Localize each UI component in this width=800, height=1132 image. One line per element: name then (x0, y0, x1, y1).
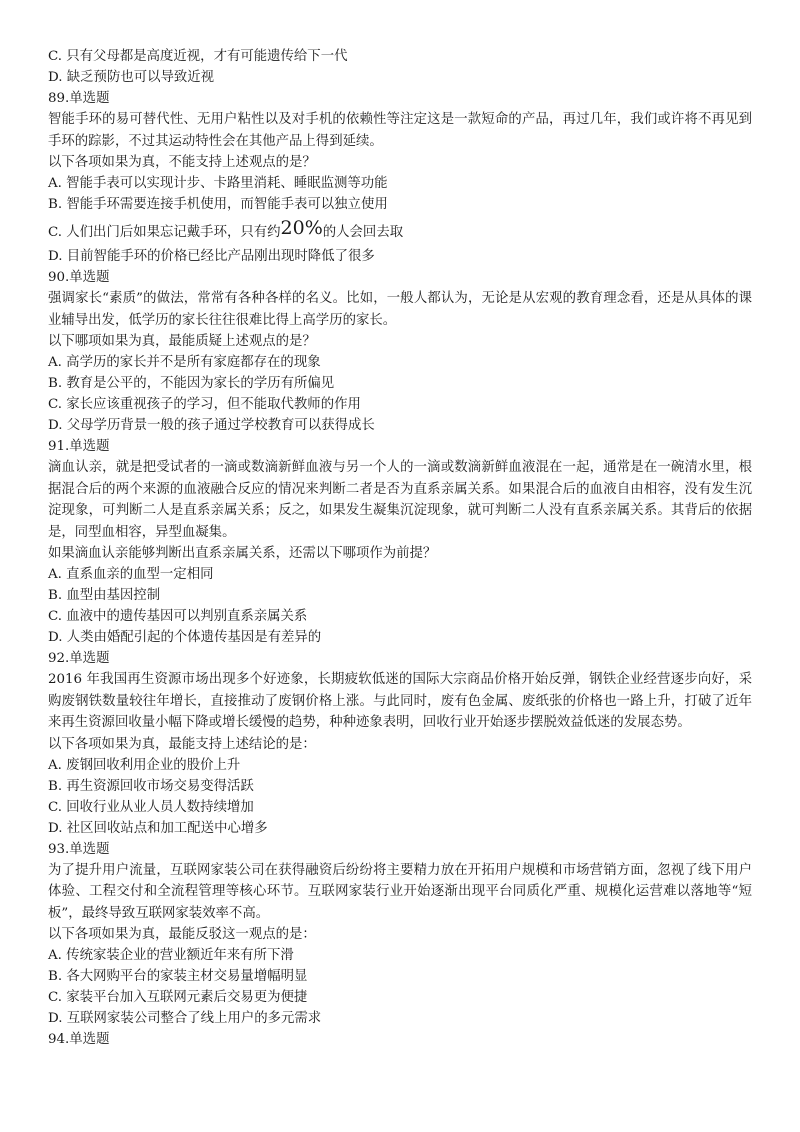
option-b: B. 各大网购平台的家装主材交易量增幅明显 (48, 969, 308, 984)
question-94 (48, 1029, 752, 1050)
question-number: 94. (48, 1032, 70, 1047)
question-number: 93. (48, 841, 70, 857)
question-number: 89. (48, 91, 70, 106)
option-d: D. 社区回收站点和加工配送中心增多 (48, 820, 268, 836)
question-90 (48, 267, 752, 436)
option-c (48, 215, 752, 246)
option-a: A. 传统家装企业的营业额近年来有所下滑 (48, 948, 294, 963)
option-d: D. 目前智能手环的价格已经比产品刚出现时降低了很多 (48, 249, 375, 264)
question-header (48, 648, 752, 669)
option-b: B. 血型由基因控制 (48, 588, 161, 603)
question-header (48, 267, 752, 288)
question-stem: 智能手环的易可替代性、无用户粘性以及对手机的依赖性等注定这是一款短命的产品，再过几年，我们或许将不再见到手环的踪影，不过其运动特性会在其他产品上得到延续。 (48, 112, 752, 149)
option-d: D. 互联网家装公司整合了线上用户的多元需求 (48, 1011, 322, 1026)
option-b: B. 智能手环需要连接手机使用，而智能手表可以独立使用 (48, 197, 388, 212)
option-a: A. 高学历的家长并不是所有家庭都存在的现象 (48, 355, 321, 370)
question-89 (48, 88, 752, 267)
option-c-text-before: C. 人们出门后如果忘记戴手环，只有约 (48, 225, 281, 240)
option-d: D. 父母学历背景一般的孩子通过学校教育可以获得成长 (48, 418, 375, 433)
option-c: C. 回收行业从业人员人数持续增加 (48, 799, 254, 815)
question-91 (48, 436, 752, 648)
question-prompt: 如果滴血认亲能够判断出直系亲属关系，还需以下哪项作为前提？ (48, 546, 437, 561)
question-type: 单选题 (69, 439, 110, 454)
option-c-percent: 20% (280, 217, 323, 239)
question-93 (48, 839, 752, 1030)
question-type: 单选题 (69, 91, 110, 106)
question-type: 单选题 (69, 270, 110, 285)
question-stem: 滴血认亲，就是把受试者的一滴或数滴新鲜血液与另一个人的一滴或数滴新鲜血液混在一起，通常是在一碗清水里，根据混合后的两个来源的血液融合反应的情况来判断二者是否为直系亲属关系。如果混合后的血液自由相容，没有发生沉淀现象，可判断二人是直系亲属关系；反之，如果发生凝集沉淀现象，就可判断二人没有直系亲属关系。其背后的依据是，同型血相容，异型血凝集。 (48, 460, 752, 540)
option-a: A. 废钢回收利用企业的股价上升 (48, 757, 241, 773)
question-prompt: 以下各项如果为真，最能反驳这一观点的是： (48, 927, 316, 942)
option-b: B. 教育是公平的，不能因为家长的学历有所偏见 (48, 376, 335, 391)
option-c: C. 血液中的遗传基因可以判别直系亲属关系 (48, 609, 308, 624)
question-type: 单选题 (69, 841, 110, 857)
question-header (48, 1029, 752, 1050)
option-c: C. 家长应该重视孩子的学习，但不能取代教师的作用 (48, 397, 361, 412)
question-prompt: 以下各项如果为真，最能支持上述结论的是： (48, 736, 316, 752)
option-a: A. 直系血亲的血型一定相同 (48, 567, 214, 582)
option-a: A. 智能手表可以实现计步、卡路里消耗、睡眠监测等功能 (48, 176, 388, 191)
question-type: 单选题 (69, 1032, 110, 1047)
prev-option-d: D. 缺乏预防也可以导致近视 (48, 70, 215, 85)
question-number: 91. (48, 439, 70, 454)
option-c-text-after: 的人会回去取 (322, 225, 404, 240)
question-stem: 2016 年我国再生资源市场出现多个好迹象，长期疲软低迷的国际大宗商品价格开始反弹，钢铁企业经营逐步向好，采购废钢铁数量较往年增长，直接推动了废钢价格上涨。与此同时，废有色金属、废纸张的价格也一路上升，打破了近年来再生资源回收量小幅下降或增长缓慢的趋势，种种迹象表明，回收行业开始逐步摆脱效益低迷的发展态势。 (48, 672, 752, 730)
question-number: 92. (48, 651, 70, 666)
question-92 (48, 648, 752, 839)
option-d: D. 人类由婚配引起的个体遗传基因是有差异的 (48, 630, 322, 645)
question-header (48, 88, 752, 109)
prev-option-c: C. 只有父母都是高度近视，才有可能遗传给下一代 (48, 49, 348, 64)
question-type: 单选题 (69, 651, 110, 666)
question-prompt: 以下各项如果为真，不能支持上述观点的是？ (48, 155, 316, 170)
question-prompt: 以下哪项如果为真，最能质疑上述观点的是？ (48, 334, 316, 349)
question-number: 90. (48, 270, 70, 285)
question-stem: 强调家长“素质”的做法，常常有各种各样的名义。比如，一般人都认为，无论是从宏观的教育理念看，还是从具体的课业辅导出发，低学历的家长往往很难比得上高学历的家长。 (48, 291, 752, 328)
question-header (48, 436, 752, 457)
question-stem: 为了提升用户流量，互联网家装公司在获得融资后纷纷将主要精力放在开拓用户规模和市场营销方面，忽视了线下用户体验、工程交付和全流程管理等核心环节。互联网家装行业开始逐渐出现平台同质化严重、规模化运营难以落地等“短板”，最终导致互联网家装效率不高。 (48, 862, 752, 921)
question-header (48, 839, 752, 860)
option-b: B. 再生资源回收市场交易变得活跃 (48, 778, 254, 794)
option-c: C. 家装平台加入互联网元素后交易更为便捷 (48, 990, 308, 1005)
